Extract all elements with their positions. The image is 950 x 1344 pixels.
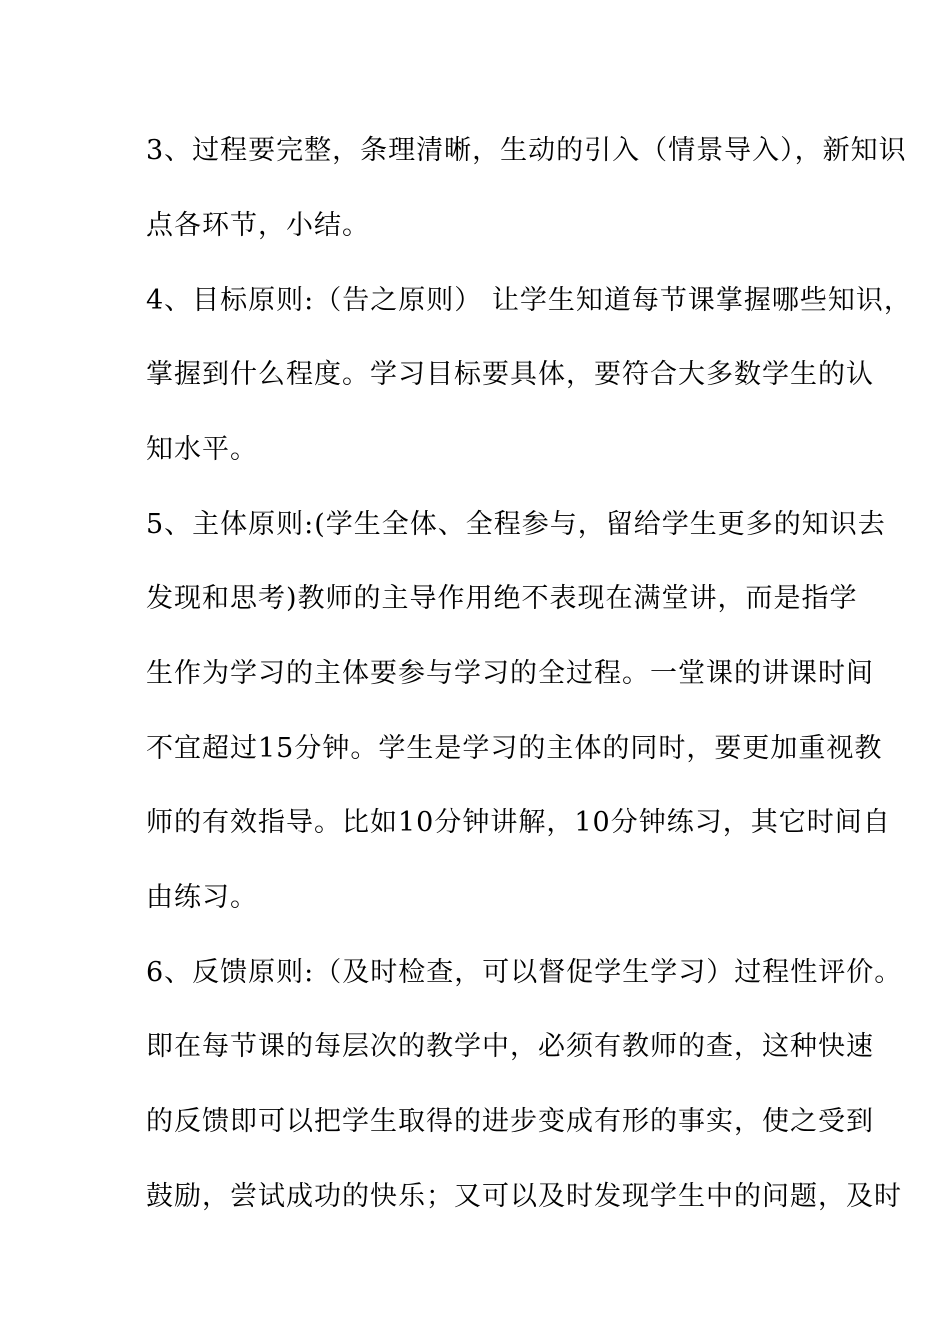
text-line: 3、过程要完整，条理清晰，生动的引入（情景导入），新知识	[146, 135, 907, 166]
text-line: 不宜超过15分钟。学生是学习的主体的同时，要更加重视教	[146, 733, 883, 764]
text-line: 鼓励，尝试成功的快乐；又可以及时发现学生中的问题，及时	[146, 1181, 902, 1212]
text-line: 掌握到什么程度。学习目标要具体，要符合大多数学生的认	[146, 359, 874, 390]
text-line: 的反馈即可以把学生取得的进步变成有形的事实，使之受到	[146, 1106, 874, 1137]
text-line: 5、主体原则:(学生全体、全程参与，留给学生更多的知识去	[146, 509, 886, 540]
text-line: 4、目标原则:（告之原则） 让学生知道每节课掌握哪些知识，	[146, 285, 912, 316]
text-line: 生作为学习的主体要参与学习的全过程。一堂课的讲课时间	[146, 658, 874, 689]
text-line: 知水平。	[146, 434, 258, 465]
text-line: 即在每节课的每层次的教学中，必须有教师的查，这种快速	[146, 1031, 874, 1062]
text-line: 发现和思考)教师的主导作用绝不表现在满堂讲，而是指学	[146, 583, 858, 614]
text-line: 6、反馈原则:（及时检查，可以督促学生学习）过程性评价。	[146, 957, 903, 988]
text-line: 师的有效指导。比如10分钟讲解，10分钟练习，其它时间自	[146, 807, 891, 838]
text-line: 由练习。	[146, 882, 258, 913]
text-line: 点各环节，小结。	[146, 210, 370, 241]
